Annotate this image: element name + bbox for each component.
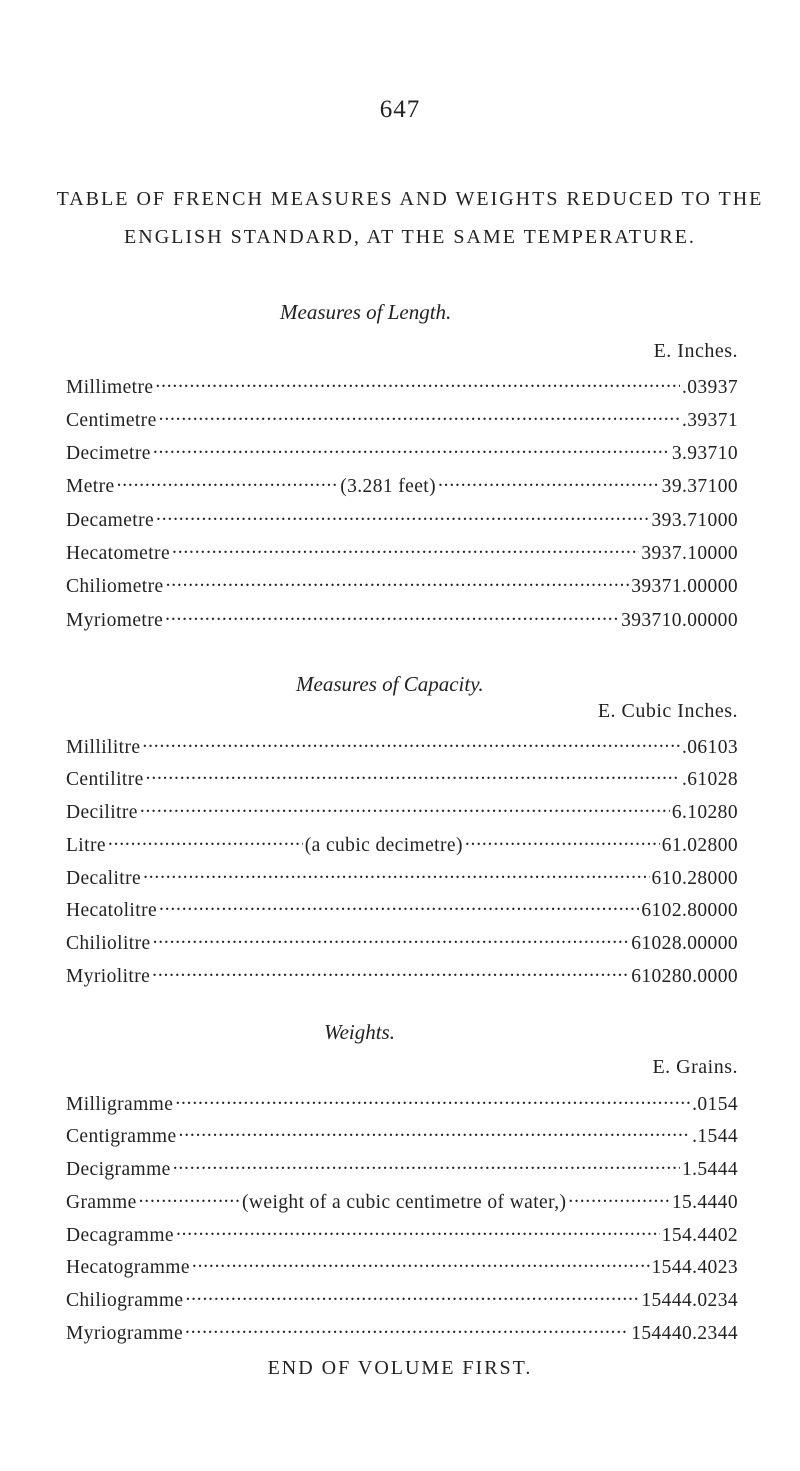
measure-value: 15.4440 (671, 1191, 738, 1213)
table-row (66, 473, 738, 506)
measure-name: Millimetre (66, 376, 154, 398)
measure-value: 39.37100 (661, 476, 738, 498)
table-row (66, 1254, 738, 1287)
table-row (66, 963, 738, 996)
dot-leader (165, 606, 619, 626)
measure-note: (3.281 feet) (340, 476, 436, 498)
measure-name: Millilitre (66, 736, 141, 758)
measure-value: 6102.80000 (641, 900, 738, 922)
dot-leader (159, 897, 639, 917)
measure-name: Decigramme (66, 1159, 171, 1181)
measure-value: .61028 (681, 769, 738, 791)
unit-header: E. Grains. (652, 1056, 738, 1078)
dot-leader (159, 406, 680, 426)
dot-leader (166, 573, 630, 593)
capacity-section (66, 672, 739, 988)
dot-leader (146, 766, 680, 786)
table-row (66, 440, 738, 473)
measure-value: 61.02800 (661, 834, 739, 856)
dot-leader (192, 1254, 650, 1274)
measure-name: Decametre (66, 509, 155, 531)
measure-value: .03937 (681, 376, 738, 398)
dot-leader (179, 1123, 691, 1143)
dot-leader (142, 733, 680, 753)
table-row (66, 930, 738, 963)
measure-name: Decimetre (66, 443, 151, 465)
measure-name: Myriometre (66, 609, 164, 631)
measure-name: Hecatogramme (66, 1257, 190, 1279)
measure-note: (a cubic decimetre) (304, 834, 463, 856)
dot-leader (108, 831, 303, 851)
dot-leader (153, 930, 630, 950)
measure-name: Chiliometre (66, 576, 164, 598)
measure-value: .1544 (692, 1126, 738, 1148)
measure-value: 6.10280 (671, 802, 738, 824)
table-row (66, 506, 738, 539)
table-row (66, 1320, 738, 1353)
measure-value: 154440.2344 (631, 1323, 738, 1345)
unit-header: E. Inches. (653, 340, 738, 362)
measure-name: Milligramme (66, 1093, 174, 1115)
measure-name: Metre (66, 476, 115, 498)
measure-name: Myriolitre (66, 966, 151, 988)
measure-name: Gramme (66, 1191, 137, 1213)
measure-value: 393710.00000 (621, 609, 738, 631)
dot-leader (568, 1188, 669, 1208)
length-section (66, 300, 738, 631)
dot-leader (173, 1156, 680, 1176)
table-heading-line-1: TABLE OF FRENCH MEASURES AND WEIGHTS REDUCED TO THE (56, 188, 764, 210)
dot-leader (438, 473, 660, 493)
table-row (66, 897, 738, 930)
measure-name: Decagramme (66, 1224, 174, 1246)
table-row (66, 799, 738, 832)
dot-leader (185, 1287, 639, 1307)
table-row (66, 864, 738, 897)
section-title: Measures of Capacity. (296, 672, 484, 696)
dot-leader (175, 1090, 690, 1110)
capacity-rows (66, 733, 738, 995)
table-row (66, 1287, 738, 1320)
measure-value: 39371.00000 (631, 576, 738, 598)
measure-value: 1.5444 (681, 1159, 738, 1181)
measure-value: 1544.4023 (651, 1257, 738, 1279)
measure-name: Chiliolitre (66, 933, 151, 955)
measure-name: Decalitre (66, 867, 142, 889)
measure-value: .0154 (692, 1093, 738, 1115)
measure-value: 3.93710 (671, 443, 738, 465)
measure-name: Decilitre (66, 802, 138, 824)
measure-value: .06103 (681, 736, 738, 758)
unit-header: E. Cubic Inches. (597, 700, 738, 722)
table-row (66, 539, 738, 572)
page-number: 647 (379, 96, 421, 123)
weights-section (66, 1020, 738, 1345)
dot-leader (153, 440, 670, 460)
table-heading-line-2: ENGLISH STANDARD, AT THE SAME TEMPERATURE. (124, 226, 696, 248)
dot-leader (465, 831, 660, 851)
weights-rows (66, 1090, 738, 1352)
measure-value: 15444.0234 (641, 1290, 738, 1312)
table-row (66, 1221, 738, 1254)
dot-leader (140, 799, 670, 819)
dot-leader (176, 1221, 660, 1241)
measure-value: 154.4402 (661, 1224, 738, 1246)
dot-leader (155, 373, 680, 393)
measure-value: .39371 (681, 409, 738, 431)
measure-name: Hecatolitre (66, 900, 158, 922)
section-title: Measures of Length. (280, 300, 452, 324)
measure-name: Centilitre (66, 769, 144, 791)
table-row (66, 573, 738, 606)
table-row (66, 1090, 738, 1123)
end-of-volume-note: END OF VOLUME FIRST. (267, 1357, 533, 1379)
measure-value: 61028.00000 (631, 933, 738, 955)
dot-leader (143, 864, 649, 884)
dot-leader (117, 473, 339, 493)
measure-value: 393.71000 (651, 509, 738, 531)
table-row (66, 1188, 738, 1221)
measure-name: Litre (66, 834, 106, 856)
table-row (66, 406, 738, 439)
table-row (66, 1156, 738, 1189)
measure-note: (weight of a cubic centimetre of water,) (242, 1191, 567, 1213)
measure-name: Myriogramme (66, 1323, 184, 1345)
length-rows (66, 373, 738, 639)
measure-name: Centimetre (66, 409, 157, 431)
table-row (66, 831, 738, 864)
table-row (66, 606, 738, 639)
measure-value: 610280.0000 (631, 966, 738, 988)
measure-name: Centigramme (66, 1126, 177, 1148)
table-row (66, 1123, 738, 1156)
measure-value: 610.28000 (651, 867, 738, 889)
dot-leader (152, 963, 629, 983)
section-title: Weights. (324, 1020, 395, 1044)
table-row (66, 766, 738, 799)
measure-name: Chiliogramme (66, 1290, 184, 1312)
measure-name: Hecatometre (66, 542, 171, 564)
table-row (66, 733, 738, 766)
table-row (66, 373, 738, 406)
dot-leader (172, 539, 639, 559)
dot-leader (185, 1320, 629, 1340)
measure-value: 3937.10000 (641, 542, 738, 564)
dot-leader (156, 506, 649, 526)
dot-leader (139, 1188, 240, 1208)
